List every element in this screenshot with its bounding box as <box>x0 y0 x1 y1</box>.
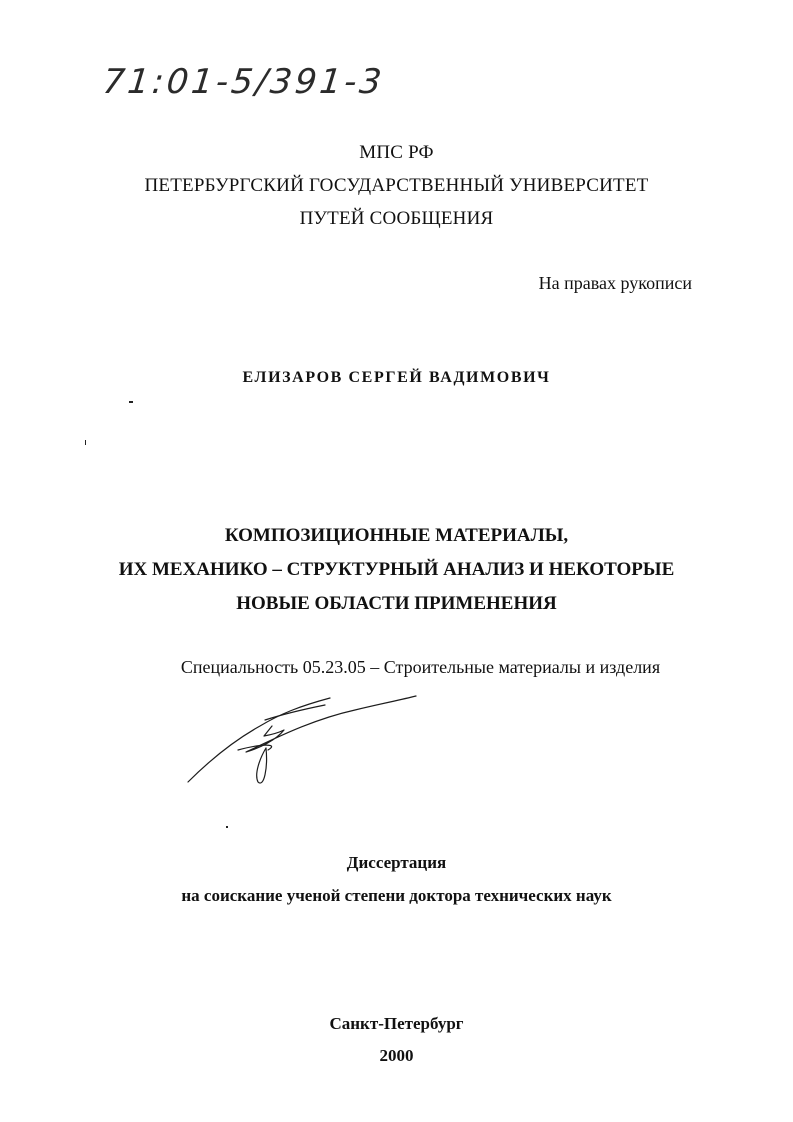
author-name: ЕЛИЗАРОВ СЕРГЕЙ ВАДИМОВИЧ <box>242 369 551 386</box>
registration-code: 71:01-5/391-3 <box>100 62 387 102</box>
dissertation-title-line3: НОВЫЕ ОБЛАСТИ ПРИМЕНЕНИЯ <box>236 593 557 614</box>
dissertation-title-line2: ИХ МЕХАНИКО – СТРУКТУРНЫЙ АНАЛИЗ И НЕКОТОРЫЕ <box>118 559 675 580</box>
ministry-name: МПС РФ <box>359 142 434 163</box>
author-signature <box>180 688 425 793</box>
university-name-line2: ПУТЕЙ СООБЩЕНИЯ <box>299 208 494 229</box>
scan-speck <box>226 826 228 828</box>
signature-stroke <box>265 705 325 720</box>
university-name-line1: ПЕТЕРБУРГСКИЙ ГОСУДАРСТВЕННЫЙ УНИВЕРСИТЕТ <box>144 175 649 196</box>
manuscript-rights-note: На правах рукописи <box>538 273 692 293</box>
signature-stroke <box>188 698 330 782</box>
document-type: Диссертация <box>346 853 447 872</box>
signature-stroke <box>246 696 416 752</box>
dissertation-title-line1: КОМПОЗИЦИОННЫЕ МАТЕРИАЛЫ, <box>224 525 569 546</box>
degree-line: на соискание ученой степени доктора технических наук <box>181 886 612 905</box>
city: Санкт-Петербург <box>329 1014 464 1033</box>
scan-speck <box>85 440 86 445</box>
scan-speck <box>129 401 133 403</box>
signature-stroke <box>257 748 267 783</box>
specialty-line: Специальность 05.23.05 – Строительные материалы и изделия <box>180 657 661 677</box>
year: 2000 <box>379 1046 414 1065</box>
